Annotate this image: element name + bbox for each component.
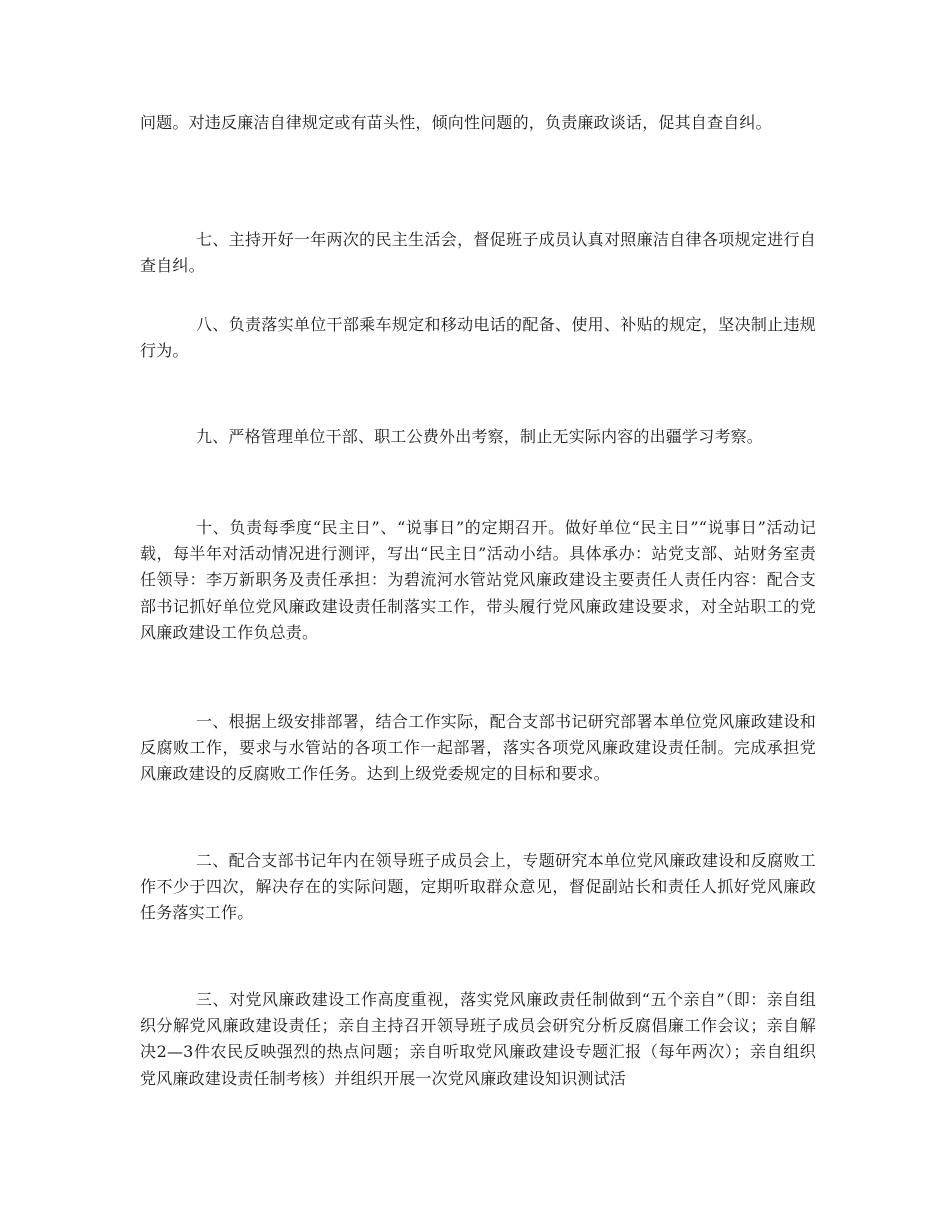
paragraph-item-9: 九、严格管理单位干部、职工公费外出考察，制止无实际内容的出疆学习考察。 <box>196 427 764 446</box>
paragraph-item-3: 三、对党风廉政建设工作高度重视，落实党风廉政责任制做到“五个亲自”（即：亲自组织分解党风廉政建设责任；亲自主持召开领导班子成员会研究分析反腐倡廉工作会议；亲自解决2—3件农民反映强烈的热点问题；亲自听取党风廉政建设专题汇报（每年两次）；亲自组织党风廉政建设责任制考核）并组织开展一次党风廉政建设知识测试活 <box>140 990 816 1088</box>
paragraph-item-10: 十、负责每季度“民主日”、“说事日”的定期召开。做好单位“民主日”“说事日”活动记载，每半年对活动情况进行测评，写出“民主日”活动小结。具体承办：站党支部、站财务室责任领导：李万新职务及责任承担：为碧流河水管站党风廉政建设主要责任人责任内容：配合支部书记抓好单位党风廉政建设责任制落实工作，带头履行党风廉政建设要求，对全站职工的党风廉政建设工作负总责。 <box>140 518 816 642</box>
paragraph-item-7: 七、主持开好一年两次的民主生活会，督促班子成员认真对照廉洁自律各项规定进行自查自纠。 <box>140 230 816 276</box>
paragraph-item-8: 八、负责落实单位干部乘车规定和移动电话的配备、使用、补贴的规定，坚决制止违规行为。 <box>140 315 816 361</box>
paragraph-item-1: 一、根据上级安排部署，结合工作实际，配合支部书记研究部署本单位党风廉政建设和反腐败工作，要求与水管站的各项工作一起部署，落实各项党风廉政建设责任制。完成承担党风廉政建设的反腐败工作任务。达到上级党委规定的目标和要求。 <box>140 712 816 784</box>
paragraph-item-2: 二、配合支部书记年内在领导班子成员会上，专题研究本单位党风廉政建设和反腐败工作不少于四次，解决存在的实际问题，定期听取群众意见，督促副站长和责任人抓好党风廉政任务落实工作。 <box>140 851 816 923</box>
paragraph-continuation: 问题。对违反廉洁自律规定或有苗头性，倾向性问题的，负责廉政谈话，促其自查自纠。 <box>140 113 772 132</box>
